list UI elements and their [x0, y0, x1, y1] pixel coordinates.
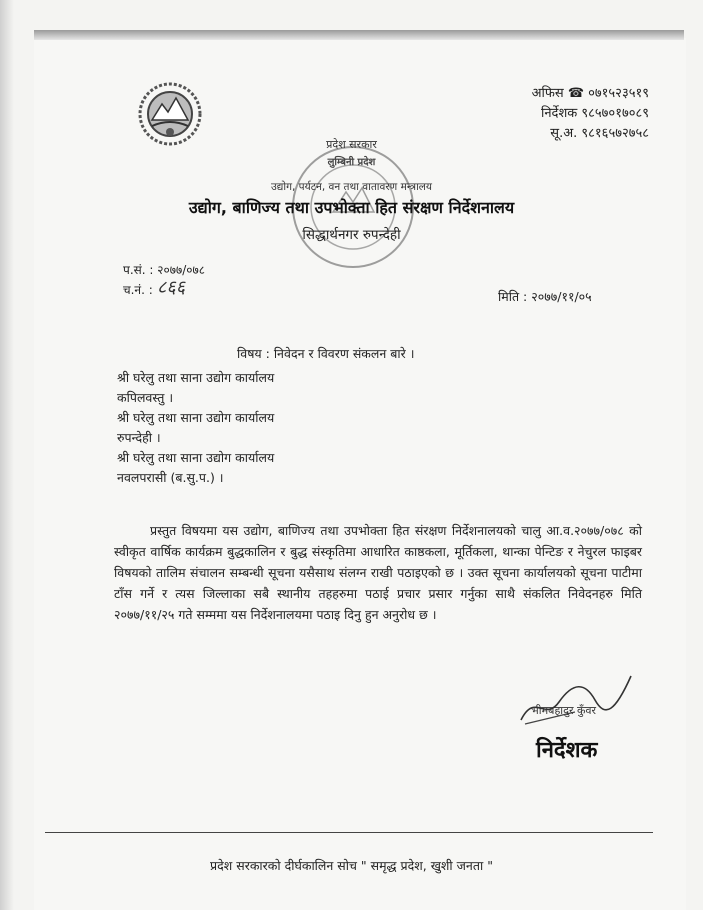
- body-paragraph: प्रस्तुत विषयमा यस उद्योग, बाणिज्य तथा उपभोक्ता हित संरक्षण निर्देशनालयको चालु आ.व.२०७७/०७८ को स्वीकृत वार्षिक कार्यक्रम बुद्धकालिन र बुद्ध संस्कृतिमा आधारित काष्ठकला, मूर्तिकला, थान्का पेन्टिङ र नेचुरल फाइबर विषयको तालिम संचालन सम्बन्धी सूचना यसैसाथ संलग्न राखी पठाइएको छ । उक्त सूचना कार्यालयको सूचना पाटीमा टाँस गर्ने र त्यस जिल्लाका सबै स्थानीय तहहरुमा पठाई प्रचार प्रसार गर्नुका साथै संकलित निवेदनहरु मिति २०७७/११/२५ गते सम्ममा यस निर्देशनालयमा पठाइ दिनु हुन अनुरोध छ ।: [114, 523, 642, 622]
- signer-designation: निर्देशक: [536, 738, 598, 763]
- info-officer-phone: सू.अ. ९८१६५७२७५८: [550, 126, 649, 141]
- addressee-line: कपिलवस्तु ।: [117, 390, 174, 405]
- letterhead-location: सिद्धार्थनगर रुपन्देही: [302, 227, 401, 243]
- letterhead-government: प्रदेश सरकार: [326, 138, 377, 151]
- letterhead-ministry: उद्योग, पर्यटन, वन तथा वातावरण मन्त्रालय: [270, 181, 433, 193]
- letter-body: [114, 520, 642, 625]
- addressee-line: श्री घरेलु तथा साना उद्योग कार्यालय: [117, 450, 275, 465]
- letter-date: मिति : २०७७/११/०५: [498, 289, 592, 304]
- director-phone: निर्देशक ९८५७०१७०८९: [540, 106, 649, 121]
- scan-edge-top: [34, 30, 684, 40]
- footer-slogan: प्रदेश सरकारको दीर्घकालिन सोच " समृद्ध प्रदेश, खुशी जनता ": [210, 858, 493, 873]
- letterhead-directorate: उद्योग, बाणिज्य तथा उपभोक्ता हित संरक्षण निर्देशनालय: [188, 198, 515, 217]
- letterhead-province: लुम्बिनी प्रदेश: [327, 157, 376, 168]
- addressee-list: [117, 368, 274, 488]
- reference-number: प.सं. : २०७७/०७८: [123, 263, 205, 277]
- dispatch-number-handwritten: ८६६: [157, 277, 186, 298]
- addressee-line: श्री घरेलु तथा साना उद्योग कार्यालय: [117, 410, 275, 425]
- addressee-line: श्री घरेलु तथा साना उद्योग कार्यालय: [117, 370, 275, 385]
- addressee-line: रुपन्देही ।: [117, 430, 161, 445]
- signer-name: भीमबहादुर कुँवर: [531, 704, 597, 717]
- contact-block: [532, 84, 649, 144]
- letter-subject: विषय : निवेदन र विवरण संकलन बारे ।: [237, 346, 415, 361]
- handwritten-signature: [515, 672, 635, 732]
- dispatch-label: च.नं. :: [123, 283, 153, 297]
- office-phone: अफिस ☎ ०७१५२३५१९: [531, 86, 649, 101]
- addressee-line: नवलपरासी (ब.सु.प.) ।: [117, 470, 224, 485]
- footer-divider: [45, 832, 653, 833]
